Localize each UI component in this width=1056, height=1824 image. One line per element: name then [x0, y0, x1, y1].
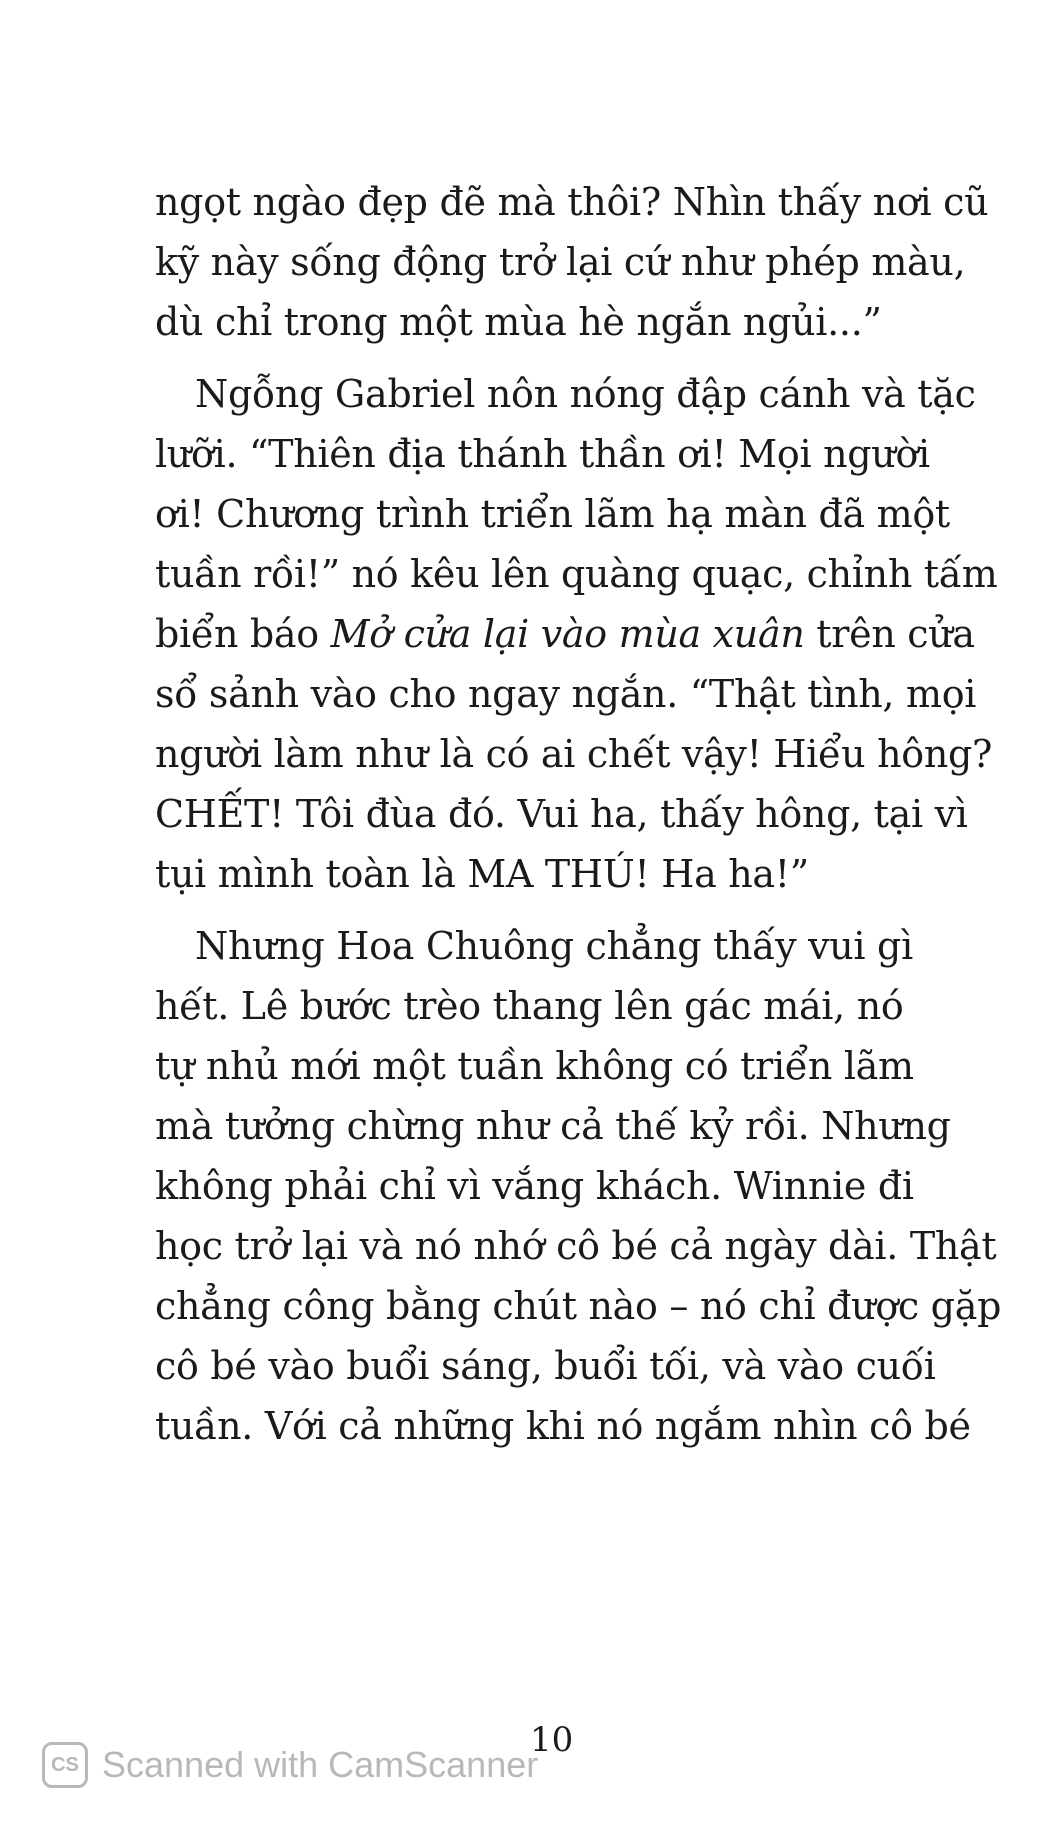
text-line: học trở lại và nó nhớ cô bé cả ngày dài. Thật [155, 1224, 997, 1268]
text-line: mà tưởng chừng như cả thế kỷ rồi. Nhưng [155, 1104, 951, 1148]
text-line: không phải chỉ vì vắng khách. Winnie đi [155, 1164, 914, 1208]
text-span: trên cửa [804, 612, 975, 656]
text-line: ơi! Chương trình triển lãm hạ màn đã một [155, 492, 950, 536]
camscanner-watermark [42, 1742, 538, 1788]
text-line: cô bé vào buổi sáng, buổi tối, và vào cuối [155, 1344, 936, 1388]
text-line: người làm như là có ai chết vậy! Hiểu hông? [155, 732, 993, 776]
text-line: tuần rồi!” nó kêu lên quàng quạc, chỉnh tấm [155, 552, 998, 596]
text-line [155, 610, 975, 658]
text-line: CHẾT! Tôi đùa đó. Vui ha, thấy hông, tại vì [155, 792, 968, 836]
text-line: chẳng công bằng chút nào – nó chỉ được gặp [155, 1284, 1002, 1328]
text-line: dù chỉ trong một mùa hè ngắn ngủi...” [155, 300, 882, 344]
camscanner-logo-icon: CS [42, 1742, 88, 1788]
text-line: lưỡi. “Thiên địa thánh thần ơi! Mọi người [155, 432, 930, 476]
text-line: sổ sảnh vào cho ngay ngắn. “Thật tình, mọi [155, 672, 977, 716]
text-line: tự nhủ mới một tuần không có triển lãm [155, 1044, 914, 1088]
text-span: biển báo [155, 612, 331, 656]
text-line: tụi mình toàn là MA THÚ! Ha ha!” [155, 852, 809, 896]
text-line: tuần. Với cả những khi nó ngắm nhìn cô bé [155, 1404, 971, 1448]
text-line: ngọt ngào đẹp đẽ mà thôi? Nhìn thấy nơi cũ [155, 180, 989, 224]
watermark-text: Scanned with CamScanner [102, 1744, 539, 1785]
text-line: Nhưng Hoa Chuông chẳng thấy vui gì [195, 924, 913, 968]
text-line: hết. Lê bước trèo thang lên gác mái, nó [155, 984, 904, 1028]
text-line: kỹ này sống động trở lại cứ như phép màu, [155, 240, 966, 284]
page-number: 10 [530, 1720, 574, 1760]
italic-sign-text: Mở cửa lại vào mùa xuân [330, 612, 805, 656]
text-line: Ngỗng Gabriel nôn nóng đập cánh và tặc [195, 372, 976, 416]
